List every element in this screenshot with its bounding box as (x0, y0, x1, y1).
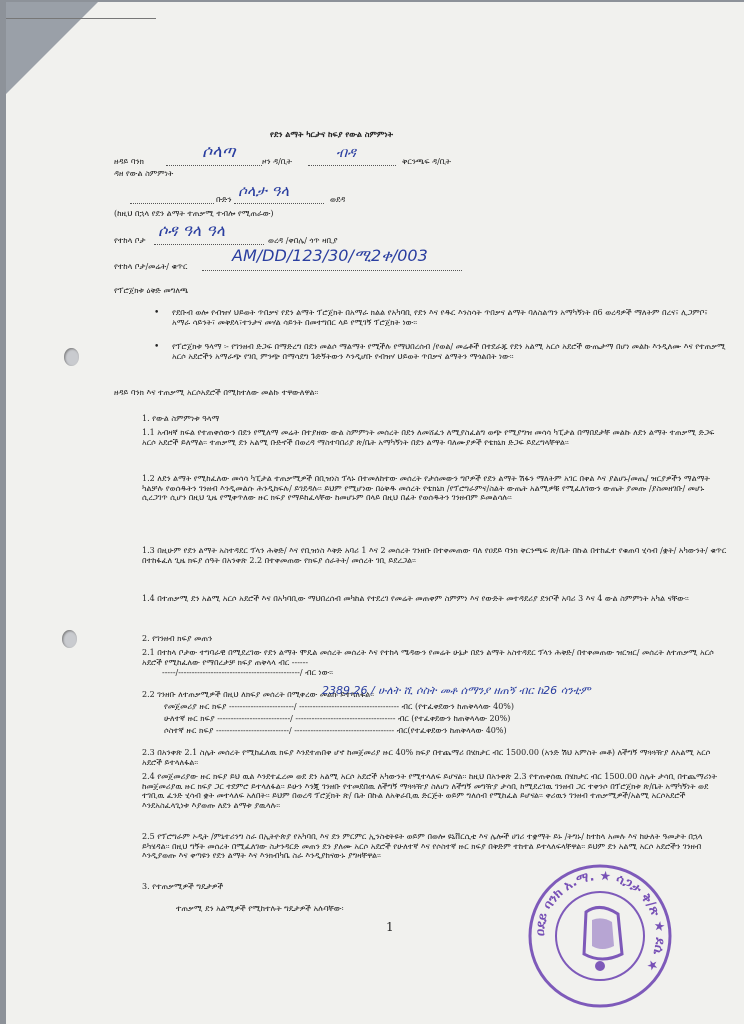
zone-handwriting: ብዳ (336, 145, 356, 161)
clause-2-2: 2.2 ገንዘቡ ለተጠቃሚዎች በዚህ ለክፍያ መሰረት በሚቀረው መልኩ ይተላለፋል፡፡ (142, 690, 374, 699)
agreement-intro: ዘዳይ ባንክ እና ተጠቃሚ አርሶአደሮች በሚከተለው መልኩ ተዋውለዋል፡፡ (114, 388, 319, 397)
clause-1-3: 1.3 በዚሁም የደን ልማት አስተዳደር ፕላን ሕቅድ/ እና የቢዝነስ እቅድ አባሪ 1 እና 2 መሰረት ገንዘቡ በተቀመጠው ባለ የዐደይ ባንክ ቅርንጫፍ ጽ/ቤት በኩል በተከፈተ የቁጠባ ሂሳብ /ቋት/ አካውንት/ ቁጥር በተከፋፈለ ጊዜ ክፍያ ሰዓት በአንቀጽ 2.2 በተቀመጠው የክፍያ ሰራትት/ መሰረት ገቢ ይደረጋል፡፡ (142, 546, 727, 565)
zone-label: ዞን ዳ/ቢት (262, 157, 292, 166)
folded-corner (6, 2, 98, 94)
section1-title: 1. የውል ስምምነቱ ዓላማ (142, 414, 220, 423)
location-suffix: ወረዳ /ቀበሌ/ ጎጥ ዛቢያ (268, 236, 338, 245)
clause-2-1-amount-line: -----/---------------------------------------------/ ብር ነው፡፡ (162, 668, 334, 677)
clause-2-1: 2.1 በተከላ ቦታው ተግባራዊ በሚደረገው የደን ልማት ሞዴል መሰረት መሰረት እና የተከላ ሜዳውን የመሬት ሁኔታ በደን ልማት አስተዳደር ፕላን ሕቅድ/ በተቀመጠው ዝርዝር/ መሰረት ለተጠቃሚ አርሶ አደሮች የሚከፈለው የማበረታቻ ክፍያ ጠቅላላ ብር ------ (142, 648, 714, 667)
clause-2-5: 2.5 የፕሮግራም ኦዲት /ምኒተሪንግ ስራ በኢትዮጵያ የአካባቢ እና ደን ምርምር ኢንስቲትዩት ወይም በወሎ ዩኒቨርሲቲ እና ሌሎች ሀገሪ ተቋማት ይኑ /ትግኑ/ ከተከላ አመሉ እና ከሁለት ዓመታት በኋላ ይካሄዳል፡፡ በዚህ ግኝት መሰረት በሚፈለገው ስታንዳርድ መጠን ደን ያለሙ አርሶ አደሮች የሁለተኛ እና የሶስተኛ ዙር ክፍያ በቅድም ተከተል ይተላለፍላቸዋል፡፡ ይህም ደን አልሚ አርሶ አደሮችን ገንዘብ እንዲያወጡ እና ቀጣዩን የደን ልማት እና እንክብካቤ ስራ እንዲያከናውኑ ያግዛቸዋል፡፡ (142, 832, 703, 861)
purpose-bullet-1: የደቡብ ወሎ የብዝሃ ህይወት ጥበቃና የደን ልማት ፕሮጀክት በአማራ ክልል የአካባቢ የደን እና የዱር እንስሳት ጥበቃና ልማት ባለስልጣን አማካኝነት በ6 ወረዳዎች ማለትም በረና፣ ሊጋምቦ፣ አማራ ሳይንት፣ መቅደላ፣ተንታና መሃል ሳይንት በመተግበር ላይ የሚገኝ ፕሮጀክት ነው፡፡ (172, 308, 708, 327)
purpose-heading: የፕሮጀክቱ ዕቅድ መግለጫ (114, 286, 189, 295)
location-label: የተከላ ቦታ (114, 236, 146, 245)
party1-dots (166, 165, 262, 166)
clause-1-1: 1.1 አብዛኛ ክፍል የተጠቀሰውን በደን የሚለማ መሬት በተያዘው ውል ስምምነት መሰረት በደን ለመሸፈን ለሚያስፈልግ ወጭ የሚያግዝ መሳሳ ካፒታል በማበደታቸ መልኩ ለደን ልማት ተጠቃሚ ድጋፍ አርሶ አደሮች ይለማል፡፡ ተጠቃሚ ደን አልሚ ቡድኖች በወረዳ ማስተባበሪያ ጽ/ቤት አማካኝነት በደን ልማት ባለሙያዎች የቴክኒክ ድጋፍ ይደረግላቸዋል፡፡ (142, 428, 715, 447)
clause-1-2: 1.2 ለደን ልማት የሚከፈለው መሳሳ ካፒታል ተጠቃሚዎች በቢዝነስ ፕላኑ በተመለከተው መሰረት የታሰመውን ግቦዎች የደን ልማት ሽፋን ማለትም አገር በቀል እና ያልሆኑ/መጤ/ ዝርያዎችን ማልማት ካልቻሉ የወሰዱትን ገንዘብ እንዲመልሱ ሕንዲከፍሉ/ ይገደዳሉ፡፡ ይህም የሚሆነው በዕቅዱ መሰረት የቴክኒክ /የፕሮግራምና/ስልት ውጤት አልሚዎቹ የሚፈለገውን ውጤት ያመጡ /ያስመዘገቡ/ መሆኑ ሲረጋገጥ ሲሆን በዚህ ጊዜ የሚቀጥለው ዙር ክፍያ የማይከፈላቸው ከመሆኑም በላይ በዚህ በፊት የወሰዱትን ገንዘብም ይመልሳሉ፡፡ (142, 474, 710, 503)
plot-id-handwriting: AM/DD/123/30/ሚ2ቀ/003 (232, 246, 428, 265)
beneficiary-note: (ከዚህ በኋላ የደን ልማት ተጠቃሚ ተብሎ የሚጠራው) (114, 209, 274, 218)
page-number: 1 (386, 920, 394, 934)
location-handwriting: ሶዳ ዓላ ዓላ (158, 221, 226, 240)
group-label: ቡድን (216, 195, 232, 204)
purpose-bullet-2: የፕሮጀክቱ ዓላማ ፡- የገንዘብ ድጋፍ በማድረግ በደን መልሶ ማልማት የሚችሉ የማህበረሰብ /የወል/ መሬቶች በተደራጁ የደን አልሚ አርሶ አደሮች ውጤታማ በሆነ መልኩ እንዲለሙ እና የተጠቃሚ አርሶ አደሮችን አማራጭ የገቢ ምንጭ በማሳደግ ጉድኝትውን እንዲሆቡ የብዝሃ ህይወት ጥበቃና ልማትን ማጎልበት ነው፡፡ (172, 342, 726, 361)
bullet-dot-1: • (154, 308, 160, 318)
bullet-dot-2: • (154, 342, 160, 352)
plot-id-label: የተከላ ቦታ/መሬት/ ቁጥር (114, 262, 188, 271)
party1-label: ዘዳይ ባንክ (114, 157, 144, 166)
party1-handwriting: ሶላጣ (202, 142, 236, 162)
clause-2-4: 2.4 የመጀመሪያው ዙር ክፍያ ይህ ዉል እንደተፈረመ ወደ ደን አልሚ አርሶ አደሮች አካውንት የሚተላለፍ ይሆናል፡፡ ከዚህ በአንቀጽ 2.3 የተጠቀሰዉ በሄክታር ብር 1500.00 ስሌት ታሳቢ በተጨማሪነት ከመጀመሪያዉ ዙር ክፍያ ጋር ተደምሮ ይተላለፋል፡፡ ይሁን እንጂ ገንዘቡ የተመደበዉ ለችግኝ ማጓጓዥያ ስለሆነ ለችግኝ መግዥያ ታሳቢ ከሚደረገዉ ገንዘብ ጋር ተቀንሶ በፕሮጀክቱ ጽ/ቤት አማካኝነት ወደ ተገቢዉ ፈንድ ሂሳብ ቋት መተላለፍ አለበት፡፡ ይህም በወረዳ ፕሮጀክት ጽ/ ቤት በኩል ለአቅራቢዉ ድርጅት ወይም ግለሰብ የሚከፈል ይሆናል፡፡ ቀሪዉን ገንዘብ ተጠቃሚዎች/አልሚ አርሶአደሮች እንደአስፈላጊነቱ እያወጡ ለደን ልማቱ ያዉላሉ፡፡ (142, 772, 717, 810)
line2-text: ዳዘ የውል ስምምነት (114, 169, 174, 178)
group-dots (234, 203, 324, 204)
location-dots (154, 244, 264, 245)
branch-label: ቅርንጫፍ ዳ/ቢት (402, 157, 451, 166)
punch-hole-top (64, 348, 79, 366)
document-page (6, 2, 744, 1024)
payment-round-2: ሁለተኛ ዙር ክፍያ ---------------------------/ ------------------------------------- ብር (የተፈቀደውን ከጠቅላላው 20%) (164, 714, 511, 723)
stamp-emblem (584, 907, 622, 971)
section2-title: 2. የገንዘብ ክፍያ መጠን (142, 634, 213, 643)
plot-id-dots (202, 270, 462, 271)
payment-round-1: የመጀመሪያ ዙር ክፍያ ------------------------/ ------------------------------------- ብር (የተፈቀደውን ከጠቅላላው 40%) (164, 702, 515, 711)
clause-1-4: 1.4 በተጠቃሚ ደን አልሚ አርሶ አደሮች እና በአካባቢው ማህበረሰብ መካከል የተደረገ የመሬት መጠቀም ስምምነ እና የውድት መተዳደሪያ ደንቦች አባሪ 3 እና 4 ውል ስምምነት አካል ናቸው፡፡ (142, 594, 689, 603)
punch-hole-bottom (62, 630, 77, 648)
payment-round-3: ሶስተኛ ዙር ክፍያ ---------------------------/ ------------------------------------- ብር(የተፈቀደውን ከጠቅላላው 40%) (164, 726, 507, 735)
document-title: የደን ልማት ካርታና ከፍያ የውል ስምምነት (270, 129, 393, 139)
group-dots-left (130, 203, 214, 204)
group-suffix: ወደዳ (330, 195, 346, 204)
section3-title: 3. የተጠቃሚዎች ግዴታዎች (142, 882, 224, 891)
group-handwriting: ሶላታ ዓላ (238, 182, 290, 200)
clause-2-3: 2.3 በአንቀጽ 2.1 ስሌት መሰረት የሚከፈለዉ ክፍያ እንደተጠበቀ ሆኖ ከመጀመሪያ ዙር 40% ክፍያ በተጨማሪ በሄክታር ብር 1500.00 (አንድ ሽህ አምስት መቶ) ለችግኝ ማጓጓዥያ ለአልሚ አርሶ አደሮች ይተላለፋል፡፡ (142, 748, 711, 767)
official-stamp (526, 862, 674, 1010)
amount-handwriting: 2389.26 / ሁለት ሺ ሶስት መቶ ሰማንያ ዘጠኝ ብር ከ26 ሳንቲም (322, 684, 591, 697)
section3-intro: ተጠቃሚ ደን አልሚዎች የሚከተሉት ግዴታዎች አሉባቸው፡ (176, 904, 344, 913)
zone-dots (308, 165, 396, 166)
stamp-text: ዐደይ ባንክ አ.ማ. ★ ሳጋታ ቅ/ጽ ★ ደሴ ★ (532, 868, 668, 974)
top-rule (6, 18, 156, 19)
